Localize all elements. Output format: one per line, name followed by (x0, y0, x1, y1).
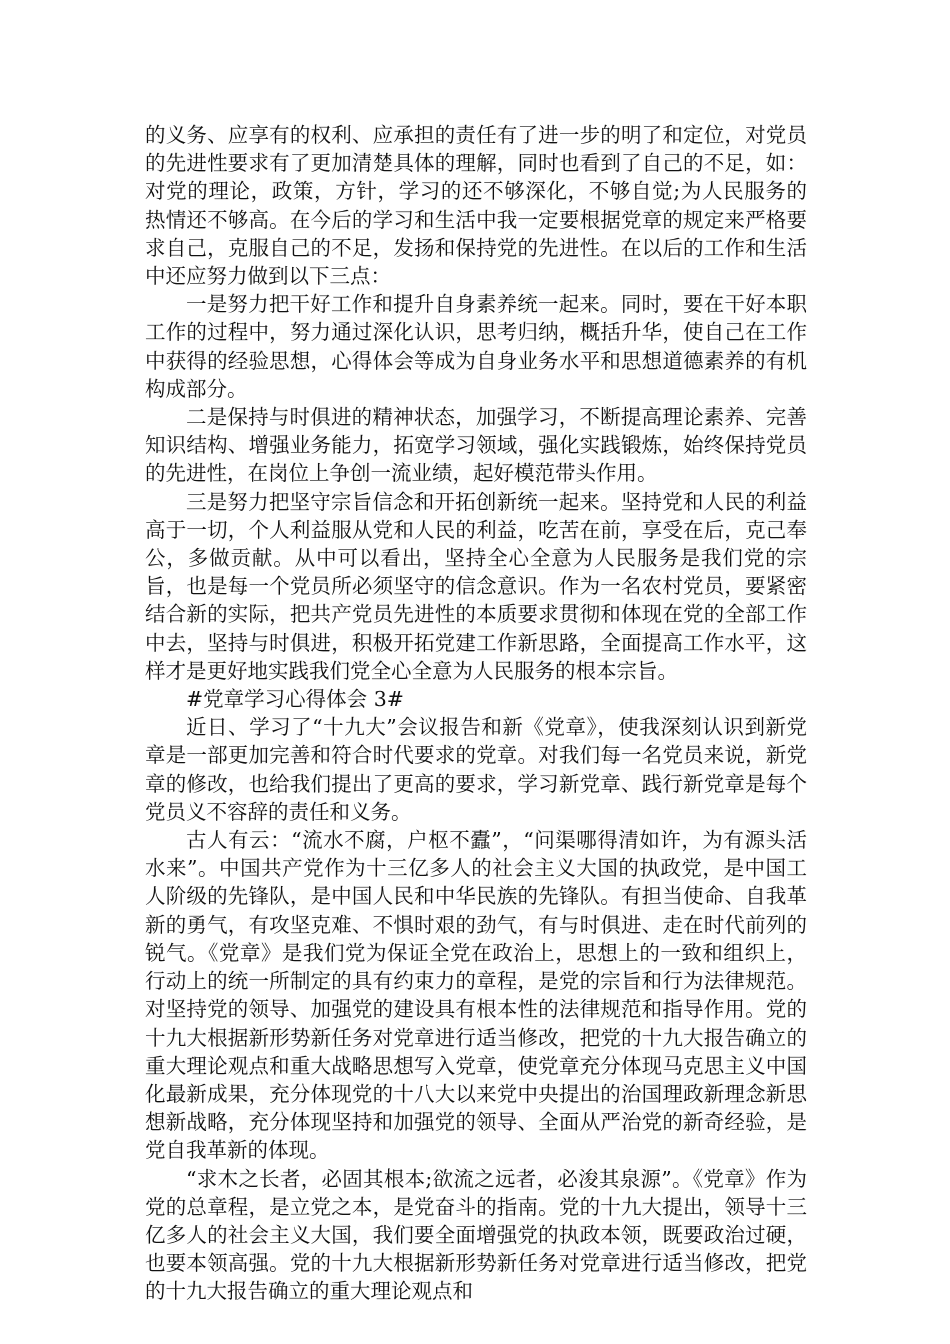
paragraph-4: 三是努力把坚守宗旨信念和开拓创新统一起来。坚持党和人民的利益高于一切，个人利益服从党和人民的利益，吃苦在前，享受在后，克己奉公，多做贡献。从中可以看出，坚持全心全意为人民服务是我们党的宗旨，也是每一个党员所必须坚守的信念意识。作为一名农村党员，要紧密结合新的实际，把共产党员先进性的本质要求贯彻和体现在党的全部工作中去，坚持与时俱进，积极开拓党建工作新思路，全面提高工作水平，这样才是更好地实践我们党全心全意为人民服务的根本宗旨。 (145, 489, 807, 683)
paragraph-7: “求木之长者，必固其根本;欲流之远者，必浚其泉源”。《党章》作为党的总章程，是立党之本，是党奋斗的指南。党的十九大提出，领导十三亿多人的社会主义大国，我们要全面增强党的执政本领，既要政治过硬，也要本领高强。党的十九大根据新形势新任务对党章进行适当修改，把党的十九大报告确立的重大理论观点和 (145, 1166, 807, 1304)
paragraph-1: 的义务、应享有的权利、应承担的责任有了进一步的明了和定位，对党员的先进性要求有了更加清楚具体的理解，同时也看到了自己的不足，如：对党的理论，政策，方针，学习的还不够深化，不够自觉;为人民服务的热情还不够高。在今后的学习和生活中我一定要根据党章的规定来严格要求自己，克服自己的不足，发扬和保持党的先进性。在以后的工作和生活中还应努力做到以下三点： (145, 123, 807, 289)
paragraph-5: 近日、学习了“十九大”会议报告和新《党章》，使我深刻认识到新党章是一部更加完善和符合时代要求的党章。对我们每一名党员来说，新党章的修改，也给我们提出了更高的要求，学习新党章、践行新党章是每个党员义不容辞的责任和义务。 (145, 715, 807, 824)
paragraph-6: 古人有云：“流水不腐，户枢不蠹”，“问渠哪得清如许，为有源头活水来”。中国共产党作为十三亿多人的社会主义大国的执政党，是中国工人阶级的先锋队，是中国人民和中华民族的先锋队。有担当使命、自我革新的勇气，有攻坚克难、不惧时艰的劲气，有与时俱进、走在时代前列的锐气。《党章》是我们党为保证全党在政治上，思想上的一致和组织上，行动上的统一所制定的具有约束力的章程，是党的宗旨和行为法律规范。对坚持党的领导、加强党的建设具有根本性的法律规范和指导作用。党的十九大根据新形势新任务对党章进行适当修改，把党的十九大报告确立的重大理论观点和重大战略思想写入党章，使党章充分体现马克思主义中国化最新成果，充分体现党的十八大以来党中央提出的治国理政新理念新思想新战略，充分体现坚持和加强党的领导、全面从严治党的新奇经验，是党自我革新的体现。 (145, 828, 807, 1163)
paragraph-3: 二是保持与时俱进的精神状态，加强学习，不断提高理论素养、完善知识结构、增强业务能力，拓宽学习领域，强化实践锻炼，始终保持党员的先进性，在岗位上争创一流业绩，起好模范带头作用。 (145, 405, 807, 486)
paragraph-2: 一是努力把干好工作和提升自身素养统一起来。同时，要在干好本职工作的过程中，努力通过深化认识，思考归纳，概括升华，使自己在工作中获得的经验思想，心得体会等成为自身业务水平和思想道德素养的有机构成部分。 (145, 292, 807, 401)
document-page (145, 121, 807, 1306)
section-heading: #党章学习心得体会 3# (186, 687, 404, 712)
